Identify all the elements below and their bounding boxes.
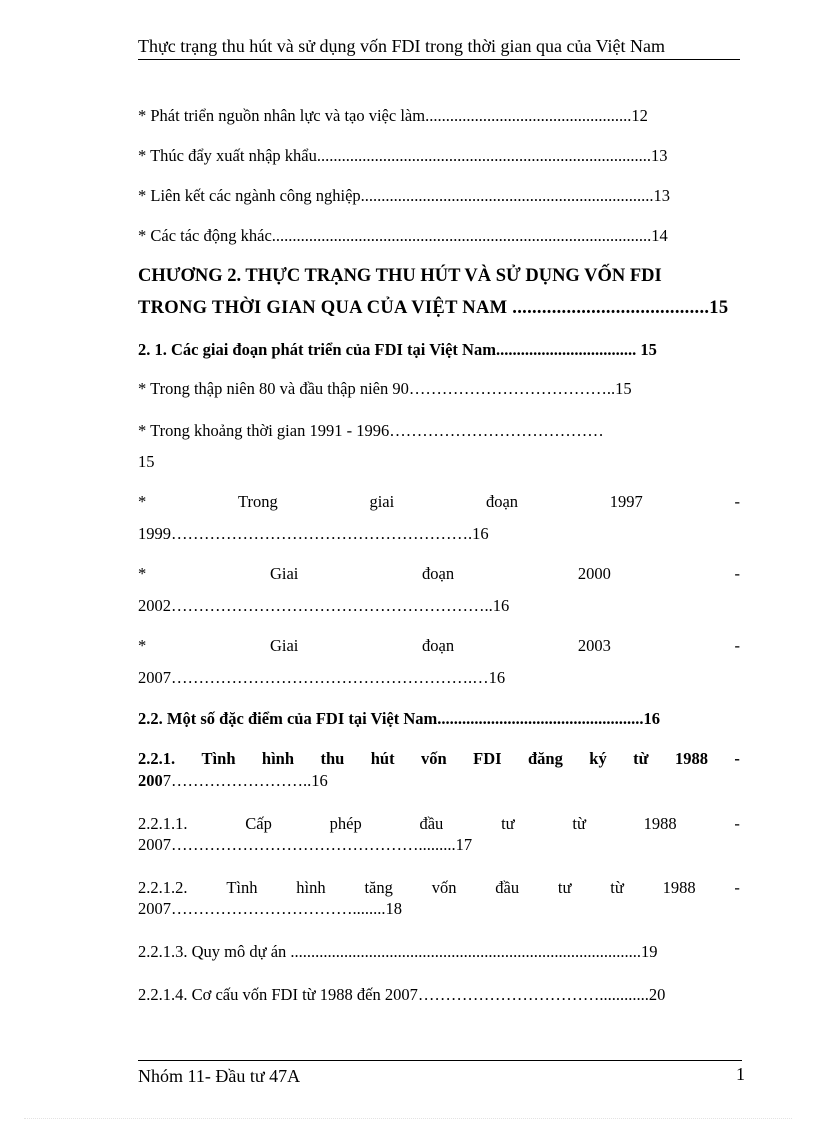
word: hút xyxy=(370,749,395,768)
word: Cấp xyxy=(245,814,272,833)
word: giai xyxy=(369,492,395,511)
word: đoạn xyxy=(485,492,519,511)
toc-entry-tail: 2007……………………………………………….…16 xyxy=(138,668,506,687)
word: đăng xyxy=(527,749,563,768)
page-number: 1 xyxy=(736,1064,745,1084)
word: tăng xyxy=(364,878,393,897)
toc-entry: * Phát triển nguồn nhân lực và tạo việc làm..................................................12 xyxy=(138,106,648,125)
toc-entry-tail: 2002…………………………………………………..16 xyxy=(138,596,510,615)
word: * xyxy=(138,564,147,583)
toc-entry: * Liên kết các ngành công nghiệp.......................................................................13 xyxy=(138,186,671,205)
word: từ xyxy=(610,878,624,897)
word: - xyxy=(734,564,740,583)
word: Giai xyxy=(269,564,299,583)
word: 2000 xyxy=(577,564,611,583)
toc-entry: * Thúc đẩy xuất nhập khẩu.................................................................................13 xyxy=(138,146,668,165)
word: - xyxy=(734,749,740,768)
chapter-heading-text: CHƯƠNG 2. THỰC TRẠNG THU HÚT VÀ SỬ DỤNG VỐN FDI xyxy=(138,266,662,286)
word: - xyxy=(734,878,740,897)
toc-section: 2.2. Một số đặc điểm của FDI tại Việt Nam..................................................16 xyxy=(138,709,661,728)
word: hình xyxy=(261,749,295,768)
toc-section: 2. 1. Các giai đoạn phát triển của FDI tại Việt Nam.................................. 15 xyxy=(138,340,657,359)
word: từ xyxy=(633,749,649,768)
toc-entry-tail: 2007……………………………........18 xyxy=(138,899,402,918)
word: 2.2.1. xyxy=(138,749,176,768)
word: hình xyxy=(296,878,326,897)
word: - xyxy=(734,814,740,833)
chapter-heading xyxy=(138,264,740,288)
word: từ xyxy=(572,814,586,833)
word: FDI xyxy=(473,749,502,768)
toc-entry-tail: 1999……………………………………………….16 xyxy=(138,524,489,543)
toc-entry: * Trong thập niên 80 và đầu thập niên 90………………………………..15 xyxy=(138,379,632,398)
word: Tình xyxy=(226,878,258,897)
word: * xyxy=(138,636,147,655)
word: Trong xyxy=(237,492,278,511)
word: thu xyxy=(320,749,345,768)
word: phép xyxy=(329,814,362,833)
toc-entry: 2.2.1.3. Quy mô dự án .....................................................................................19 xyxy=(138,942,658,961)
word: - xyxy=(734,492,740,511)
word: Tình xyxy=(201,749,236,768)
toc-entry-page: 15 xyxy=(138,452,155,471)
footer-group-label: Nhóm 11- Đầu tư 47A xyxy=(138,1066,301,1086)
running-header: Thực trạng thu hút và sử dụng vốn FDI trong thời gian qua của Việt Nam xyxy=(138,36,740,60)
word: vốn xyxy=(431,878,457,897)
word: 2003 xyxy=(577,636,611,655)
chapter-heading-cont: TRONG THỜI GIAN QUA CỦA VIỆT NAM ........................................15 xyxy=(138,298,729,318)
word: đầu xyxy=(495,878,520,897)
word: Giai xyxy=(269,636,299,655)
word: - xyxy=(734,636,740,655)
toc-subsection-justified xyxy=(138,747,740,771)
word: vốn xyxy=(421,749,447,768)
word: * xyxy=(138,492,147,511)
toc-entry: * Trong khoảng thời gian 1991 - 1996………………………………… xyxy=(138,421,604,440)
word: 1988 xyxy=(643,814,677,833)
tail: 7……………………..16 xyxy=(162,771,328,790)
toc-entry-justified xyxy=(138,562,740,586)
word: 1988 xyxy=(674,749,708,768)
word: ký xyxy=(589,749,607,768)
word: đoạn xyxy=(422,636,455,655)
toc-entry-justified xyxy=(138,490,740,514)
word: 1997 xyxy=(609,492,643,511)
footer-rule xyxy=(138,1060,742,1061)
toc-entry-tail: 2007……………………………………….........17 xyxy=(138,835,473,854)
toc-entry: 2.2.1.4. Cơ cấu vốn FDI từ 1988 đến 2007……………………………............20 xyxy=(138,985,666,1004)
word: 2.2.1.2. xyxy=(138,878,188,897)
toc-entry: * Các tác động khác............................................................................................14 xyxy=(138,226,668,245)
toc-entry-justified xyxy=(138,634,740,658)
word: đoạn xyxy=(422,564,455,583)
toc-entry-tail xyxy=(138,769,740,793)
tail-bold: 200 xyxy=(138,771,163,790)
word: 1988 xyxy=(662,878,696,897)
word: 2.2.1.1. xyxy=(138,814,188,833)
page-edge-divider xyxy=(24,1118,792,1119)
word: tư xyxy=(501,814,515,833)
word: tư xyxy=(557,878,572,897)
word: đầu xyxy=(419,814,444,833)
